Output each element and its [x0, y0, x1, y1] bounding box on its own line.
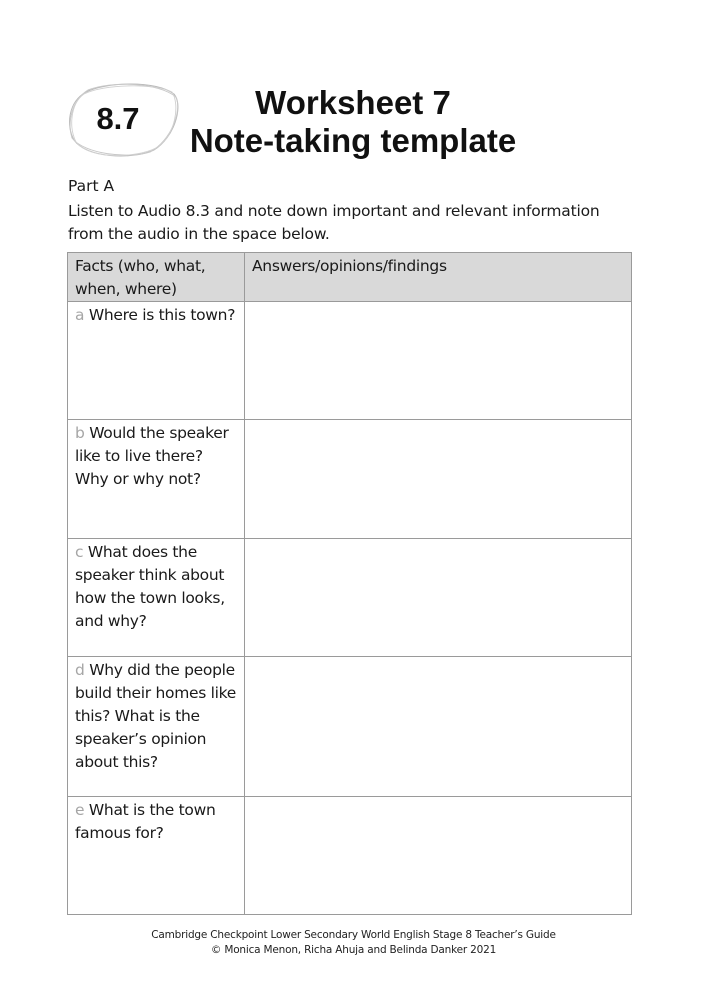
section-badge [66, 80, 182, 158]
question-text: Where is this town? [88, 306, 236, 324]
question-cell [68, 657, 245, 797]
title-line-2: Note-taking template [189, 122, 517, 159]
footer [0, 928, 707, 958]
question-letter: d [75, 661, 85, 679]
title-line-1: Worksheet 7 [255, 84, 451, 121]
instructions: Listen to Audio 8.3 and note down important and relevant information from the audio in the space below. [68, 202, 600, 243]
table-row [68, 539, 632, 657]
question-text: Why did the people build their homes like this? What is the speaker’s opinion about this? [75, 661, 237, 771]
question-cell [68, 420, 245, 539]
answer-cell[interactable] [245, 302, 632, 420]
footer-copyright: © Monica Menon, Richa Ahuja and Belinda Danker 2021 [210, 944, 497, 956]
question-letter: e [75, 801, 85, 819]
note-taking-table [67, 252, 632, 915]
answer-cell[interactable] [245, 420, 632, 539]
question-text: What does the speaker think about how the town looks, and why? [75, 543, 225, 630]
footer-book-title: Cambridge Checkpoint Lower Secondary World English Stage 8 Teacher’s Guide [151, 929, 556, 941]
question-text: What is the town famous for? [75, 801, 216, 842]
header-facts: Facts (who, what, when, where) [68, 253, 245, 302]
table-row [68, 657, 632, 797]
table-row [68, 420, 632, 539]
table-row [68, 302, 632, 420]
part-label: Part A [68, 177, 115, 195]
answer-cell[interactable] [245, 657, 632, 797]
page-title [180, 84, 526, 160]
question-letter: a [75, 306, 85, 324]
answer-cell[interactable] [245, 797, 632, 915]
question-letter: b [75, 424, 85, 442]
question-text: Would the speaker like to live there? Why or why not? [75, 424, 229, 488]
section-number: 8.7 [96, 101, 140, 136]
question-letter: c [75, 543, 84, 561]
table-row [68, 797, 632, 915]
question-cell [68, 302, 245, 420]
table-header-row [68, 253, 632, 302]
header-answers: Answers/opinions/findings [245, 253, 632, 302]
question-cell [68, 797, 245, 915]
answer-cell[interactable] [245, 539, 632, 657]
question-cell [68, 539, 245, 657]
